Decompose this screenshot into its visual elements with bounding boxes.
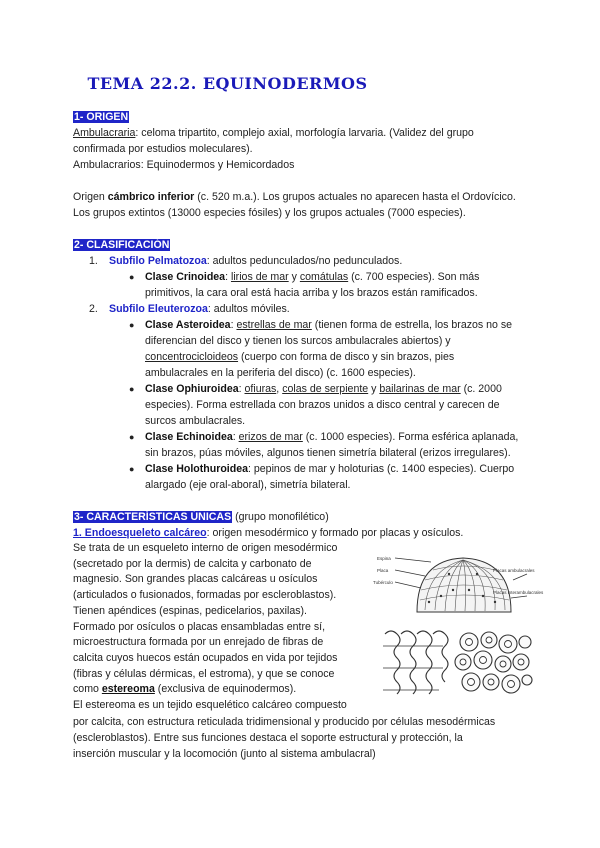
- figure-label-tuberculo: Tubérculo: [373, 580, 393, 585]
- bullet-icon: ●: [129, 432, 135, 442]
- bullet-icon: ●: [129, 384, 135, 394]
- list-number-2: 2.: [89, 303, 98, 315]
- clase-crinoidea: Clase Crinoidea: lirios de mar y comátulas (c. 700 especies). Son más: [145, 271, 480, 283]
- list-number-1: 1.: [89, 255, 98, 267]
- page-title: TEMA 22.2. EQUINODERMOS: [87, 74, 368, 93]
- asteroidea-line-3: concentrocicloideos (cuerpo con forma de disco y sin brazos, pies: [145, 351, 455, 363]
- holothuroidea-line-2: alargado (eje oral-aboral), simetría bilateral.: [145, 479, 351, 491]
- clase-asteroidea: Clase Asteroidea: estrellas de mar (tienen forma de estrella, los brazos no se: [145, 319, 513, 331]
- asteroidea-line-2: diferencian del disco y tienen los surcos ambulacrales abiertos) y: [145, 335, 451, 347]
- endoesqueleto-paragraph: Se trata de un esqueleto interno de origen mesodérmico (secretado por la dermis) de calcita y carbonato de magnesio. Son grandes placas calcáreas u osículos (articulados o fusionados, formadas por escleroblastos). Tienen apéndices (espinas, pedicelarios, paxilas). Formado por osículos o placas ensambladas entre sí, microestructura formada por un enrejado de fibras de calcita cuyos huecos están ocupados en vida por tejidos (fibras y células dérmicas, el estroma), y que se conoce como estereoma (exclusiva de equinodermos). El estereoma es un tejido esquelético calcáreo compuesto: [73, 542, 347, 712]
- figure-label-ambulacrales: Placas ambulacrales: [493, 568, 535, 573]
- bullet-icon: ●: [129, 272, 135, 282]
- endoesqueleto-heading: 1. Endoesqueleto calcáreo: origen mesodérmico y formado por placas y osículos.: [73, 527, 464, 539]
- ophiuroidea-line-2: especies). Forma estrellada con brazos unidos a disco central y carecen de: [145, 399, 500, 411]
- ophiuroidea-line-3: surcos ambulacrales.: [145, 415, 246, 427]
- bullet-icon: ●: [129, 464, 135, 474]
- subfilo-eleuterozoa: Subfilo Eleuterozoa: adultos móviles.: [109, 303, 290, 315]
- figure-label-interambulacrales: Placas interambulacrales: [493, 590, 544, 595]
- origen-line: Origen cámbrico inferior (c. 520 m.a.). Los grupos actuales no aparecen hasta el Ordovícico.: [73, 191, 516, 203]
- asteroidea-line-4: ambulacrales en la periferia del disco) (c. 1600 especies).: [145, 367, 416, 379]
- echinoidea-line-2: sin brazos, púas móviles, algunos tienen simetría bilateral (erizos irregulares).: [145, 447, 511, 459]
- section-heading-caracteristicas: 3- CARACTERÍSTICAS ÚNICAS (grupo monofilético): [74, 511, 329, 523]
- clase-echinoidea: Clase Echinoidea: erizos de mar (c. 1000 especies). Forma esférica aplanada,: [145, 431, 519, 443]
- ambulacrarios-line: Ambulacrarios: Equinodermos y Hemicordados: [73, 159, 295, 171]
- figure-label-espina: Espina: [377, 556, 391, 561]
- ambulacraria-line: Ambulacraria: celoma tripartito, complejo axial, morfología larvaria. (Validez del grupo: [73, 127, 474, 139]
- clase-ophiuroidea: Clase Ophiuroidea: ofiuras, colas de serpiente y bailarinas de mar (c. 2000: [145, 383, 502, 395]
- equinoideo-esqueleto-figure: [365, 550, 544, 700]
- crinoidea-line-2: primitivos, la cara oral está hacia arriba y los brazos están ramificados.: [145, 287, 478, 299]
- estereoma-line-3: (escleroblastos). Entre sus funciones destaca el soporte estructural y protección, la: [73, 732, 463, 744]
- estereoma-line-2: por calcita, con estructura reticulada tridimensional y producido por células mesodérmicas: [73, 716, 496, 728]
- section-heading-origen: 1- ORIGEN: [74, 111, 129, 123]
- ambulacraria-line-2: confirmada por estudios moleculares).: [73, 143, 253, 155]
- bullet-icon: ●: [129, 320, 135, 330]
- clase-holothuroidea: Clase Holothuroidea: pepinos de mar y holoturias (c. 1400 especies). Cuerpo: [145, 463, 515, 475]
- section-heading-clasificacion: 2- CLASIFICACIÓN: [74, 239, 170, 251]
- estereoma-line-4: inserción muscular y la locomoción (junto al sistema ambulacral): [73, 748, 376, 760]
- figure-label-placa: Placa: [377, 568, 389, 573]
- subfilo-pelmatozoa: Subfilo Pelmatozoa: adultos pedunculados/no pedunculados.: [109, 255, 403, 267]
- origen-line-2: Los grupos extintos (13000 especies fósiles) y los grupos actuales (7000 especies).: [73, 207, 466, 219]
- stereom-microstructure-illustration: [383, 631, 532, 694]
- urchin-test-illustration: [373, 556, 544, 612]
